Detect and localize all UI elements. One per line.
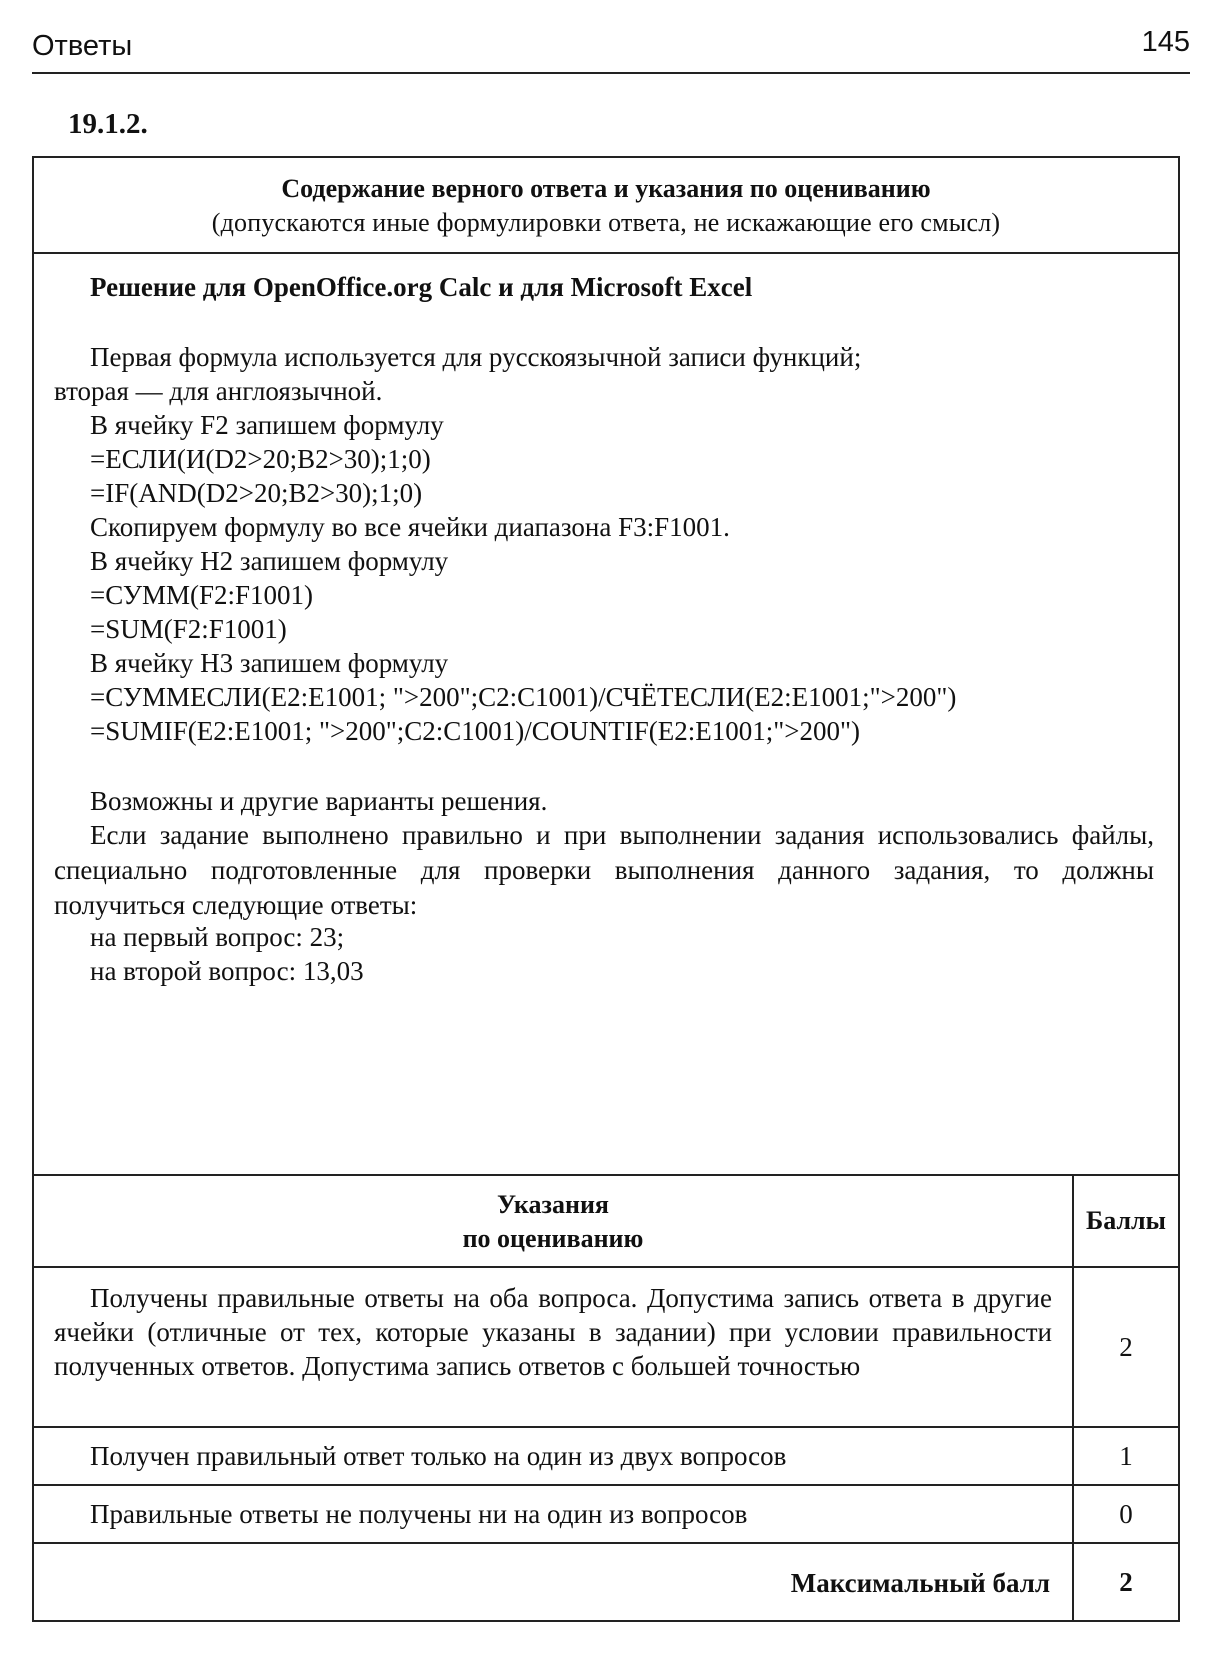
formula-line: =SUM(F2:F1001) (90, 614, 287, 644)
solution-cell (34, 254, 1178, 1174)
scoring-criterion: Получен правильный ответ только на один из двух вопросов (90, 1441, 787, 1471)
answer-table (32, 156, 1180, 1622)
solution-line: В ячейку H3 запишем формулу (90, 648, 449, 678)
solution-intro-line-2: вторая — для англоязычной. (54, 376, 383, 406)
max-score-label: Максимальный балл (790, 1568, 1050, 1598)
scoring-header-criteria (34, 1176, 1072, 1266)
answer-table-header (34, 158, 1178, 254)
running-head (32, 26, 1190, 74)
formula-line: =SUMIF(E2:E1001; ">200";C2:C1001)/COUNTIF(E2:E1001;">200") (90, 716, 861, 746)
formula-line: =СУММЕСЛИ(E2:E1001; ">200";C2:C1001)/СЧЁТЕСЛИ(E2:E1001;">200") (90, 682, 957, 712)
formula-line: =IF(AND(D2>20;B2>30);1;0) (90, 478, 423, 508)
solution-answer-1: на первый вопрос: 23; (90, 922, 345, 952)
scoring-header-row (34, 1174, 1178, 1266)
scoring-criterion: Правильные ответы не получены ни на один из вопросов (90, 1499, 748, 1529)
formula-line: =СУММ(F2:F1001) (90, 580, 314, 610)
scoring-header-points: Баллы (1072, 1176, 1178, 1266)
answer-header-title: Содержание верного ответа и указания по оцениванию (281, 174, 931, 203)
solution-line: Скопируем формулу во все ячейки диапазона F3:F1001. (90, 512, 730, 542)
solution-intro-line-1: Первая формула используется для русскоязычной записи функций; (90, 342, 862, 372)
solution-line: В ячейку H2 запишем формулу (90, 546, 449, 576)
section-title: Ответы (32, 30, 133, 62)
scoring-points: 2 (1072, 1268, 1178, 1426)
formula-line: =ЕСЛИ(И(D2>20;B2>30);1;0) (90, 444, 431, 474)
scoring-row (34, 1266, 1178, 1426)
page-number: 145 (1141, 26, 1190, 58)
solution-answer-2: на второй вопрос: 13,03 (90, 956, 364, 986)
scoring-max-row (34, 1542, 1178, 1620)
scoring-points: 0 (1072, 1486, 1178, 1542)
solution-files-paragraph: Если задание выполнено правильно и при выполнении задания использовались файлы, специально подготовленные для проверки выполнения данного задания, то должны получиться следующие ответы: (54, 820, 1154, 920)
task-number: 19.1.2. (68, 108, 148, 140)
scoring-row (34, 1484, 1178, 1542)
scoring-header-line-1: Указания (496, 1190, 609, 1219)
solution-title: Решение для OpenOffice.org Calc и для Microsoft Excel (90, 272, 753, 302)
solution-variants: Возможны и другие варианты решения. (90, 786, 548, 816)
solution-line: В ячейку F2 запишем формулу (90, 410, 444, 440)
scoring-criterion: Получены правильные ответы на оба вопроса. Допустима запись ответа в другие ячейки (отличные от тех, которые указаны в задании) при условии правильности полученных ответов. Допустима запись ответов с большей точностью (54, 1283, 1052, 1381)
scoring-row (34, 1426, 1178, 1484)
answer-header-subtitle: (допускаются иные формулировки ответа, не искажающие его смысл) (211, 208, 1001, 237)
scoring-header-line-2: по оцениванию (462, 1224, 644, 1253)
scoring-points: 1 (1072, 1428, 1178, 1484)
max-score-value: 2 (1072, 1544, 1178, 1620)
